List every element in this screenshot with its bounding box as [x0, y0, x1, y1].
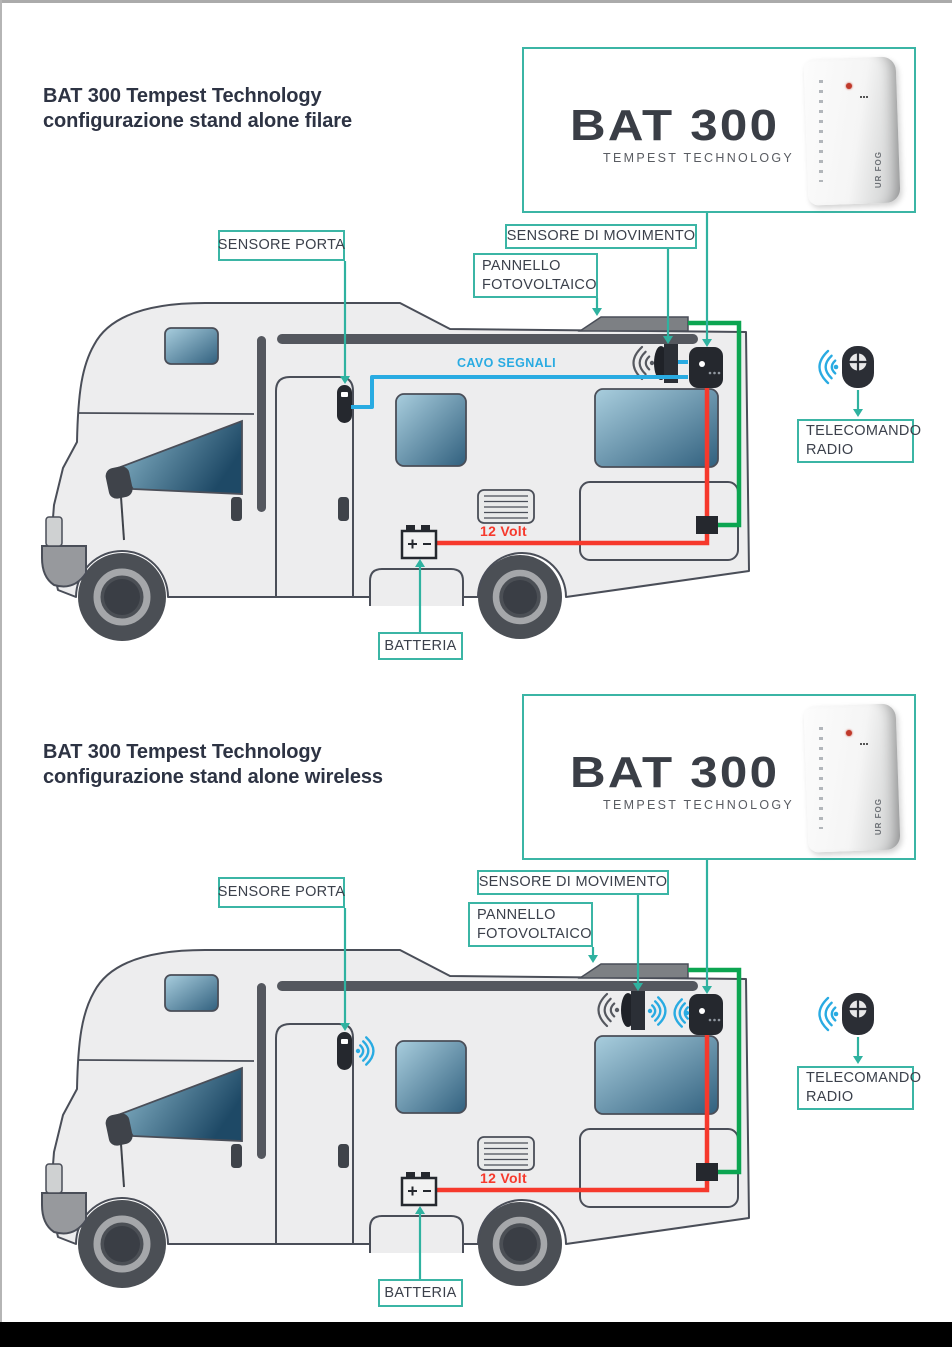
- label-text: SENSORE DI MOVIMENTO: [506, 228, 696, 245]
- label-text: RADIO: [806, 1089, 854, 1105]
- label-text: TELECOMANDO: [806, 1070, 922, 1087]
- bat300-logo: BAT 300: [570, 748, 780, 797]
- bat300-subtitle: TEMPEST TECHNOLOGY: [603, 151, 794, 165]
- label-12-volt: 12 Volt: [480, 1170, 527, 1186]
- label-pannello-fotovoltaico: [468, 902, 593, 947]
- wired-diagram-canvas: [0, 0, 952, 660]
- bat300-logo: BAT 300: [570, 101, 780, 150]
- label-text: BATTERIA: [384, 637, 457, 654]
- label-sensore-porta: [218, 230, 345, 261]
- label-sensore-di-movimento: [505, 224, 697, 249]
- connector-label-to-solar-panel: [588, 947, 598, 963]
- device-brand: UR FOG: [874, 150, 883, 188]
- label-text: BATTERIA: [384, 1284, 457, 1301]
- connector-label-to-solar-panel: [592, 298, 602, 316]
- label-cavo-segnali: CAVO SEGNALI: [457, 356, 557, 370]
- label-text: PANNELLO: [482, 257, 561, 274]
- label-telecomando-radio: [797, 1066, 922, 1110]
- label-text: FOTOVOLTAICO: [477, 925, 592, 942]
- label-text: RADIO: [806, 442, 854, 458]
- label-text: SENSORE DI MOVIMENTO: [478, 874, 668, 891]
- heading-line1: BAT 300 Tempest Technology: [43, 741, 322, 763]
- label-pannello-fotovoltaico: [473, 253, 598, 298]
- label-batteria: [378, 1279, 463, 1307]
- label-text: PANNELLO: [477, 906, 556, 923]
- label-telecomando-radio: [797, 419, 922, 463]
- label-text: SENSORE PORTA: [217, 237, 346, 254]
- heading-line1: BAT 300 Tempest Technology: [43, 85, 322, 107]
- label-sensore-porta: [218, 877, 345, 908]
- label-text: TELECOMANDO: [806, 423, 922, 440]
- label-sensore-di-movimento: [477, 870, 669, 895]
- heading-line2: configurazione stand alone wireless: [43, 766, 383, 788]
- device-brand: UR FOG: [874, 797, 883, 835]
- heading-line2: configurazione stand alone filare: [43, 110, 352, 132]
- label-text: SENSORE PORTA: [217, 884, 346, 901]
- label-text: FOTOVOLTAICO: [482, 276, 597, 293]
- bat300-subtitle: TEMPEST TECHNOLOGY: [603, 798, 794, 812]
- label-12-volt: 12 Volt: [480, 523, 527, 539]
- wireless-diagram-canvas: [0, 647, 952, 1323]
- bottom-border-bar: [0, 1322, 952, 1347]
